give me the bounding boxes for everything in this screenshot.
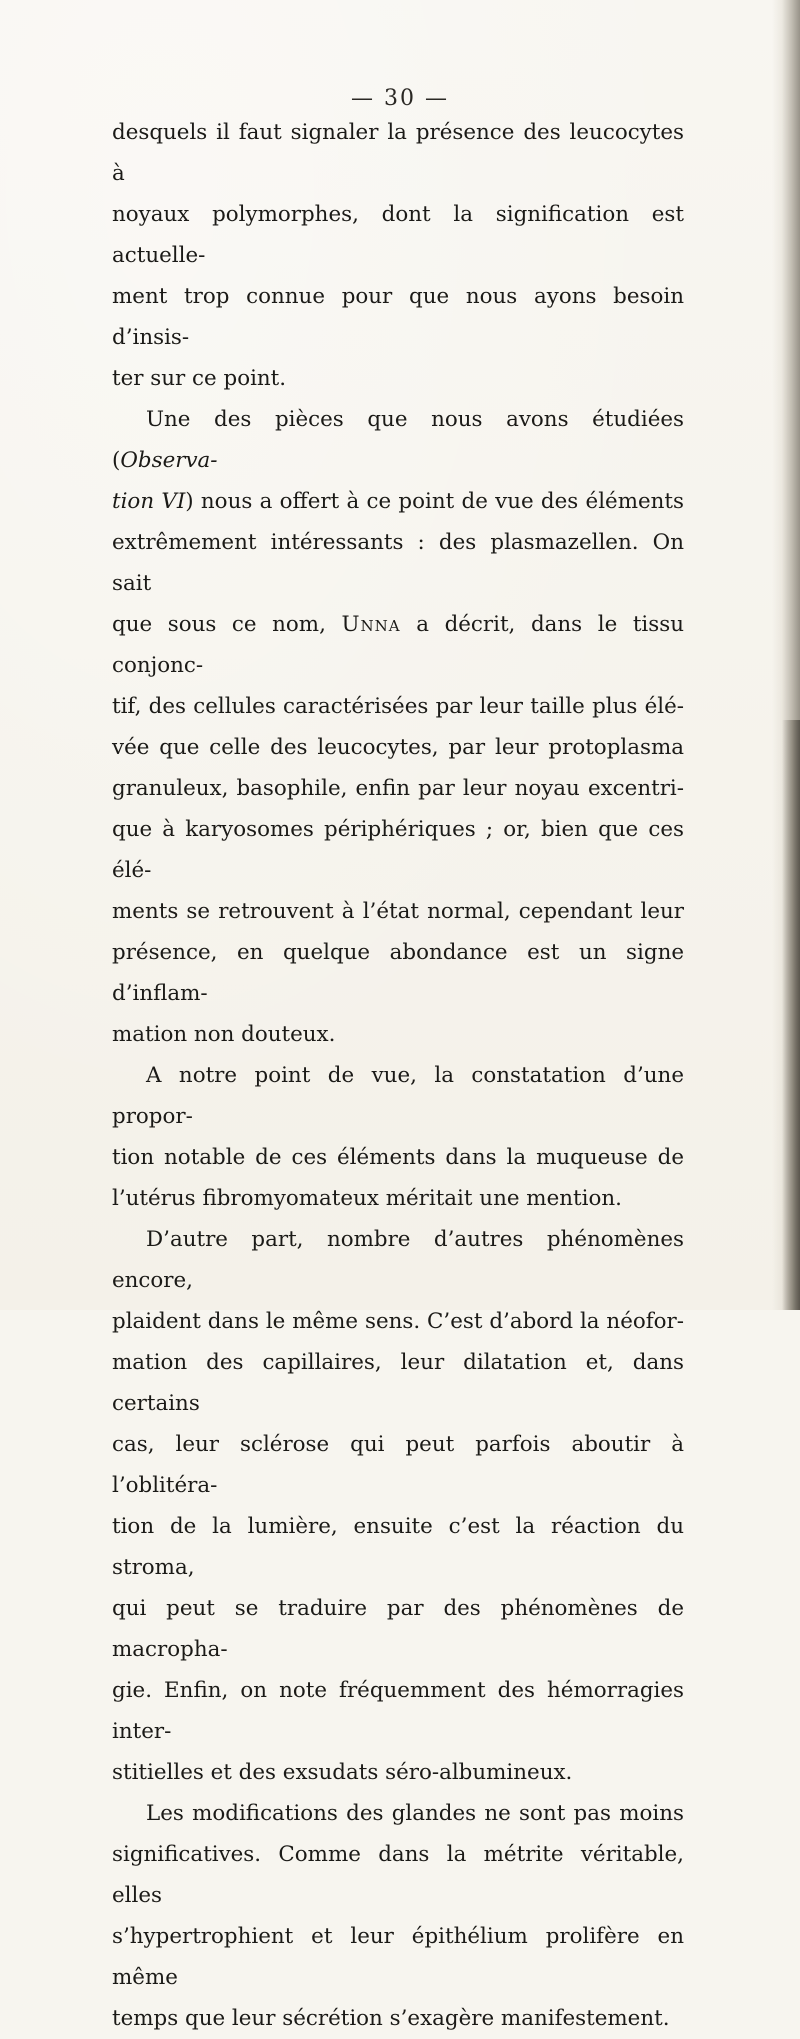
text-span: que sous ce nom, — [112, 612, 342, 637]
text-span: Une des pièces que nous avons étudiées ( — [112, 407, 684, 473]
author-name: Unna — [341, 612, 401, 637]
italic-reference: tion VI — [112, 489, 186, 514]
text-line: extrêmement intéressants : des plasmazellen. On sait — [112, 530, 684, 596]
text-line — [112, 604, 684, 686]
text-line: tion notable de ces éléments dans la muqueuse de — [112, 1145, 684, 1170]
text-line: qui peut se traduire par des phénomènes de macropha- — [112, 1596, 684, 1662]
text-line: noyaux polymorphes, dont la signification est actuelle- — [112, 202, 684, 268]
text-line: cas, leur sclérose qui peut parfois aboutir à l’oblitéra- — [112, 1432, 684, 1498]
text-line — [112, 399, 684, 481]
text-line: ments se retrouvent à l’état normal, cependant leur — [112, 899, 684, 924]
body-text — [112, 112, 684, 2039]
text-line: Les modifications des glandes ne sont pas moins — [146, 1801, 684, 1826]
text-line: A notre point de vue, la constatation d’une propor- — [112, 1063, 684, 1129]
text-line: significatives. Comme dans la métrite véritable, elles — [112, 1842, 684, 1908]
page-binding-shadow — [782, 720, 800, 1310]
text-line: desquels il faut signaler la présence des leucocytes à — [112, 120, 684, 186]
text-line: vée que celle des leucocytes, par leur protoplasma — [112, 735, 684, 760]
text-line: l’utérus fibromyomateux méritait une mention. — [112, 1186, 622, 1211]
text-line: granuleux, basophile, enfin par leur noyau excentri- — [112, 776, 684, 801]
text-line: ter sur ce point. — [112, 366, 287, 391]
text-line: s’hypertrophient et leur épithélium prolifère en même — [112, 1924, 684, 1990]
text-line: ment trop connue pour que nous ayons besoin d’insis- — [112, 284, 684, 350]
text-line: gie. Enfin, on note fréquemment des hémorragies inter- — [112, 1678, 684, 1744]
text-line: mation non douteux. — [112, 1022, 336, 1047]
text-span: a décrit, dans le tissu conjonc- — [112, 612, 685, 678]
text-line: mation des capillaires, leur dilatation et, dans certains — [112, 1350, 684, 1416]
text-line: tif, des cellules caractérisées par leur taille plus élé- — [112, 694, 684, 719]
italic-reference: Observa- — [120, 448, 218, 473]
text-line: présence, en quelque abondance est un signe d’inflam- — [112, 940, 684, 1006]
text-line: tion de la lumière, ensuite c’est la réaction du stroma, — [112, 1514, 684, 1580]
text-line: plaident dans le même sens. C’est d’abord la néofor- — [112, 1309, 684, 1334]
text-line: stitielles et des exsudats séro-albumineux. — [112, 1760, 573, 1785]
text-span: ) nous a offert à ce point de vue des éléments — [185, 489, 684, 514]
text-line: D’autre part, nombre d’autres phénomènes encore, — [112, 1227, 684, 1293]
text-line — [112, 481, 684, 522]
page-number: — 30 — — [351, 86, 449, 111]
text-line: que à karyosomes périphériques ; or, bien que ces élé- — [112, 817, 684, 883]
text-line: temps que leur sécrétion s’exagère manifestement. — [112, 2006, 670, 2031]
